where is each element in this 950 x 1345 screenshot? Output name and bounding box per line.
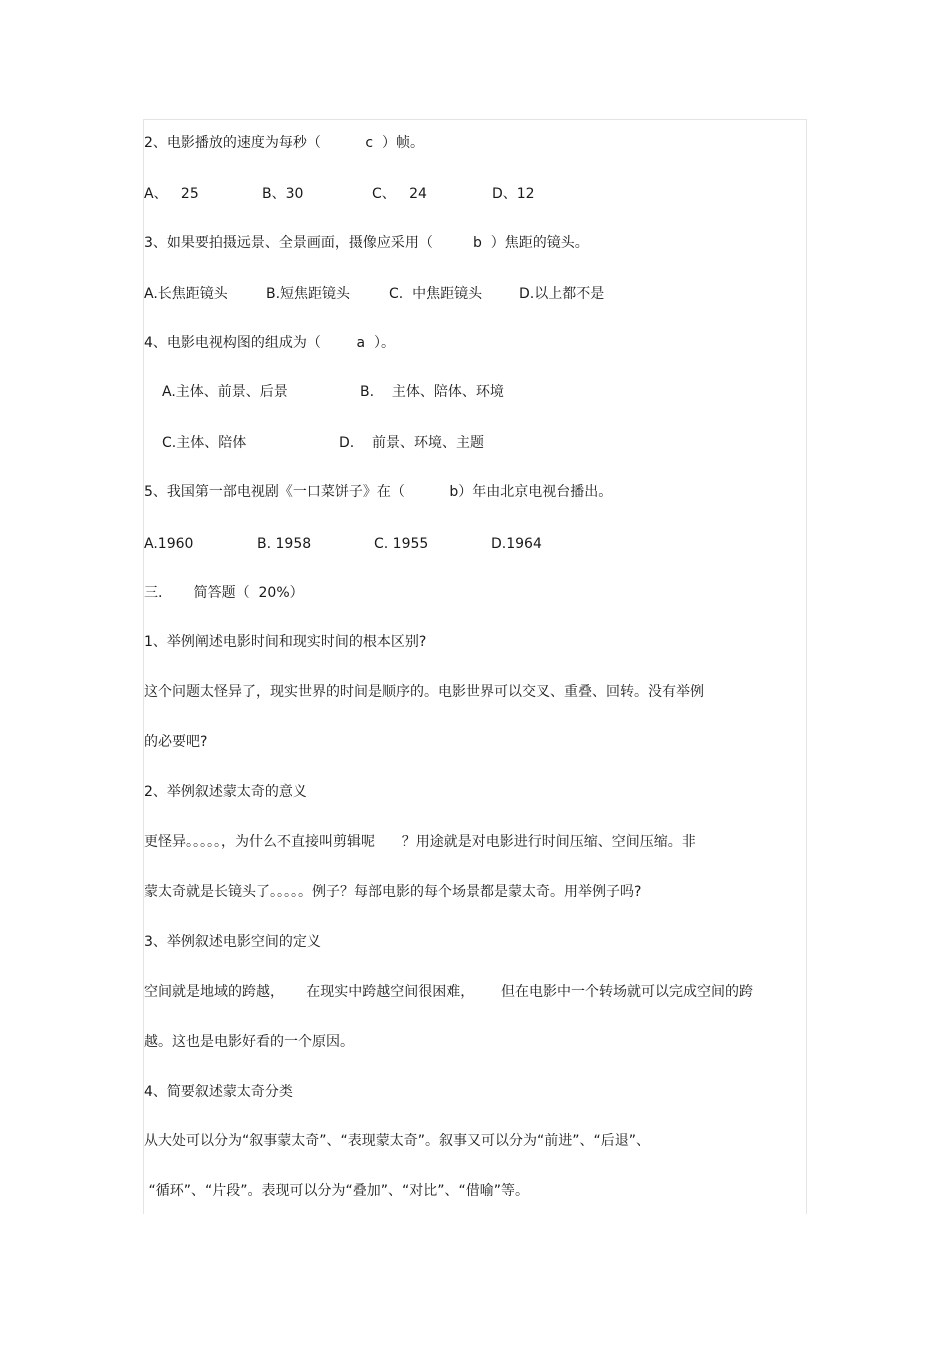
short-answer-1-text-line-2: 的必要吧?	[144, 734, 208, 750]
short-answer-4-text-line-1: 从大处可以分为“叙事蒙太奇”、“表现蒙太奇”。叙事又可以分为“前进”、“后退”、	[144, 1133, 651, 1149]
q3-option-c: C. 中焦距镜头	[389, 286, 483, 302]
q4-option-b: B. 主体、陪体、环境	[360, 384, 504, 400]
short-answer-2-text-line-1: 更怪异。。。。。，为什么不直接叫剪辑呢 ？用途就是对电影进行时间压缩、空间压缩。非	[144, 834, 696, 850]
q3-option-a: A.长焦距镜头	[144, 286, 228, 302]
q3-option-d: D.以上都不是	[519, 286, 605, 302]
q2-option-c: C、 24	[372, 186, 427, 202]
q5-option-c: C. 1955	[374, 536, 429, 552]
q2-option-a: A、 25	[144, 186, 199, 202]
short-answer-2-question: 2、举例叙述蒙太奇的意义	[144, 784, 307, 800]
section-3-heading: 三. 简答题（ 20%）	[144, 585, 304, 601]
q5-option-a: A.1960	[144, 536, 194, 552]
question-2-stem: 2、电影播放的速度为每秒（ c ）帧。	[144, 135, 425, 151]
short-answer-1-text-line-1: 这个问题太怪异了，现实世界的时间是顺序的。电影世界可以交叉、重叠、回转。没有举例	[144, 684, 704, 700]
short-answer-3-question: 3、举例叙述电影空间的定义	[144, 934, 321, 950]
q4-option-d: D. 前景、环境、主题	[339, 435, 485, 451]
short-answer-2-text-line-2: 蒙太奇就是长镜头了。。。。。例子？每部电影的每个场景都是蒙太奇。用举例子吗?	[144, 884, 642, 900]
short-answer-1-question: 1、举例阐述电影时间和现实时间的根本区别?	[144, 634, 427, 650]
question-5-stem: 5、我国第一部电视剧《一口菜饼子》在（ b）年由北京电视台播出。	[144, 484, 613, 500]
short-answer-4-text-line-2: “循环”、“片段”。表现可以分为“叠加”、“对比”、“借喻”等。	[144, 1183, 529, 1199]
q4-option-c: C.主体、陪体	[162, 435, 247, 451]
q2-option-d: D、12	[492, 186, 535, 202]
q3-option-b: B.短焦距镜头	[266, 286, 351, 302]
question-4-stem: 4、电影电视构图的组成为（ a ）。	[144, 335, 395, 351]
q5-option-b: B. 1958	[257, 536, 312, 552]
short-answer-4-question: 4、简要叙述蒙太奇分类	[144, 1084, 293, 1100]
q2-option-b: B、30	[262, 186, 304, 202]
q4-option-a: A.主体、前景、后景	[162, 384, 288, 400]
short-answer-3-text-line-2: 越。这也是电影好看的一个原因。	[144, 1034, 354, 1050]
question-3-stem: 3、如果要拍摄远景、全景画面，摄像应采用（ b ）焦距的镜头。	[144, 235, 589, 251]
short-answer-3-text-line-1: 空间就是地域的跨越， 在现实中跨越空间很困难， 但在电影中一个转场就可以完成空间的跨	[144, 984, 753, 1000]
q5-option-d: D.1964	[491, 536, 542, 552]
